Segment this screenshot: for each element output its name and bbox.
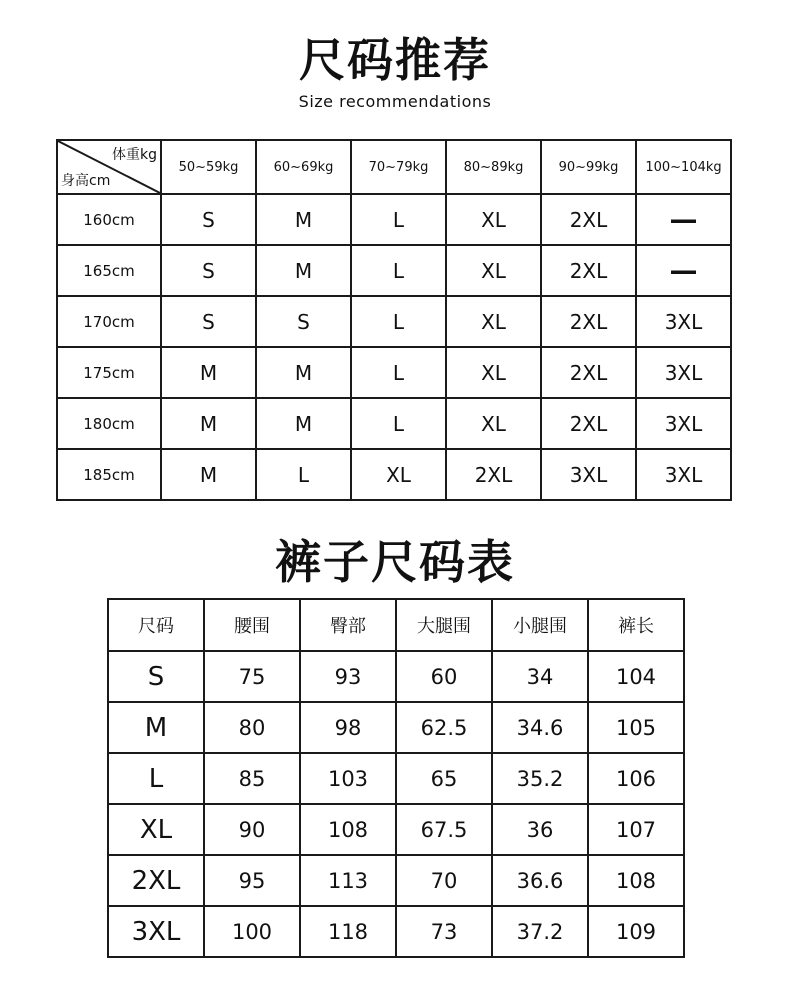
pants-header-cell: 小腿围 [492, 599, 588, 651]
pants-measure-cell: 73 [396, 906, 492, 957]
pants-measure-cell: 98 [300, 702, 396, 753]
height-label-cell: 175cm [57, 347, 161, 398]
pants-size-cell: L [108, 753, 204, 804]
table-row [108, 855, 684, 906]
pants-size-cell: S [108, 651, 204, 702]
size-cell: 3XL [636, 347, 731, 398]
weight-header-cell: 90~99kg [541, 140, 636, 194]
height-axis-label: 身高cm [61, 173, 111, 189]
table-row [57, 449, 731, 500]
pants-measure-cell: 34 [492, 651, 588, 702]
weight-header-cell: 80~89kg [446, 140, 541, 194]
dash-mark: — [669, 254, 698, 287]
size-cell: 2XL [541, 347, 636, 398]
pants-measure-cell: 34.6 [492, 702, 588, 753]
pants-measure-cell: 37.2 [492, 906, 588, 957]
weight-axis-label: 体重kg [112, 147, 157, 163]
size-cell: L [256, 449, 351, 500]
size-cell: M [256, 347, 351, 398]
size-table-header-row [57, 140, 731, 194]
pants-size-table [107, 598, 685, 958]
size-cell: M [256, 194, 351, 245]
size-cell: S [256, 296, 351, 347]
pants-size-cell: 2XL [108, 855, 204, 906]
size-cell: XL [446, 194, 541, 245]
weight-header-cell: 70~79kg [351, 140, 446, 194]
pants-measure-cell: 67.5 [396, 804, 492, 855]
size-recommendation-table [56, 139, 732, 501]
size-cell: S [161, 194, 256, 245]
page-subtitle: Size recommendations [298, 92, 492, 111]
pants-header-cell: 尺码 [108, 599, 204, 651]
size-cell [636, 245, 731, 296]
size-cell: L [351, 398, 446, 449]
pants-measure-cell: 105 [588, 702, 684, 753]
pants-header-cell: 大腿围 [396, 599, 492, 651]
table-row [57, 194, 731, 245]
table-row [108, 702, 684, 753]
table-row [108, 651, 684, 702]
pants-measure-cell: 60 [396, 651, 492, 702]
pants-size-cell: M [108, 702, 204, 753]
size-cell: XL [446, 245, 541, 296]
pants-measure-cell: 93 [300, 651, 396, 702]
pants-measure-cell: 113 [300, 855, 396, 906]
pants-measure-cell: 85 [204, 753, 300, 804]
dash-mark: — [669, 203, 698, 236]
pants-measure-cell: 95 [204, 855, 300, 906]
pants-measure-cell: 109 [588, 906, 684, 957]
table-row [108, 906, 684, 957]
pants-size-cell: XL [108, 804, 204, 855]
pants-measure-cell: 90 [204, 804, 300, 855]
pants-measure-cell: 107 [588, 804, 684, 855]
size-cell: 2XL [541, 194, 636, 245]
pants-measure-cell: 104 [588, 651, 684, 702]
size-cell: M [256, 398, 351, 449]
pants-header-row [108, 599, 684, 651]
pants-measure-cell: 65 [396, 753, 492, 804]
size-cell: L [351, 296, 446, 347]
pants-measure-cell: 36 [492, 804, 588, 855]
table-row [108, 753, 684, 804]
table-row [57, 398, 731, 449]
size-cell: L [351, 347, 446, 398]
pants-measure-cell: 70 [396, 855, 492, 906]
page-title: 尺码推荐 [299, 33, 491, 87]
pants-measure-cell: 80 [204, 702, 300, 753]
size-cell: 3XL [541, 449, 636, 500]
pants-measure-cell: 62.5 [396, 702, 492, 753]
size-cell: 3XL [636, 398, 731, 449]
pants-measure-cell: 100 [204, 906, 300, 957]
size-cell: 3XL [636, 449, 731, 500]
height-label-cell: 180cm [57, 398, 161, 449]
size-cell: M [256, 245, 351, 296]
size-cell: S [161, 296, 256, 347]
pants-header-cell: 裤长 [588, 599, 684, 651]
pants-measure-cell: 103 [300, 753, 396, 804]
pants-size-title: 裤子尺码表 [275, 535, 515, 589]
pants-measure-cell: 36.6 [492, 855, 588, 906]
pants-measure-cell: 118 [300, 906, 396, 957]
size-cell: XL [351, 449, 446, 500]
table-row [57, 245, 731, 296]
pants-measure-cell: 75 [204, 651, 300, 702]
pants-measure-cell: 35.2 [492, 753, 588, 804]
size-cell: 3XL [636, 296, 731, 347]
table-row [108, 804, 684, 855]
size-cell: XL [446, 347, 541, 398]
pants-measure-cell: 106 [588, 753, 684, 804]
size-cell: L [351, 194, 446, 245]
size-cell: M [161, 449, 256, 500]
weight-header-cell: 100~104kg [636, 140, 731, 194]
size-cell: L [351, 245, 446, 296]
height-label-cell: 165cm [57, 245, 161, 296]
size-cell: XL [446, 296, 541, 347]
size-cell: S [161, 245, 256, 296]
pants-header-cell: 腰围 [204, 599, 300, 651]
table-row [57, 296, 731, 347]
size-cell: 2XL [541, 245, 636, 296]
size-cell: M [161, 347, 256, 398]
weight-header-cell: 50~59kg [161, 140, 256, 194]
pants-measure-cell: 108 [588, 855, 684, 906]
height-label-cell: 185cm [57, 449, 161, 500]
height-label-cell: 160cm [57, 194, 161, 245]
corner-header-cell [57, 140, 161, 194]
pants-size-cell: 3XL [108, 906, 204, 957]
pants-header-cell: 臀部 [300, 599, 396, 651]
weight-header-cell: 60~69kg [256, 140, 351, 194]
height-label-cell: 170cm [57, 296, 161, 347]
table-row [57, 347, 731, 398]
size-cell [636, 194, 731, 245]
size-cell: 2XL [541, 398, 636, 449]
size-cell: M [161, 398, 256, 449]
size-cell: 2XL [541, 296, 636, 347]
pants-measure-cell: 108 [300, 804, 396, 855]
size-cell: XL [446, 398, 541, 449]
size-cell: 2XL [446, 449, 541, 500]
